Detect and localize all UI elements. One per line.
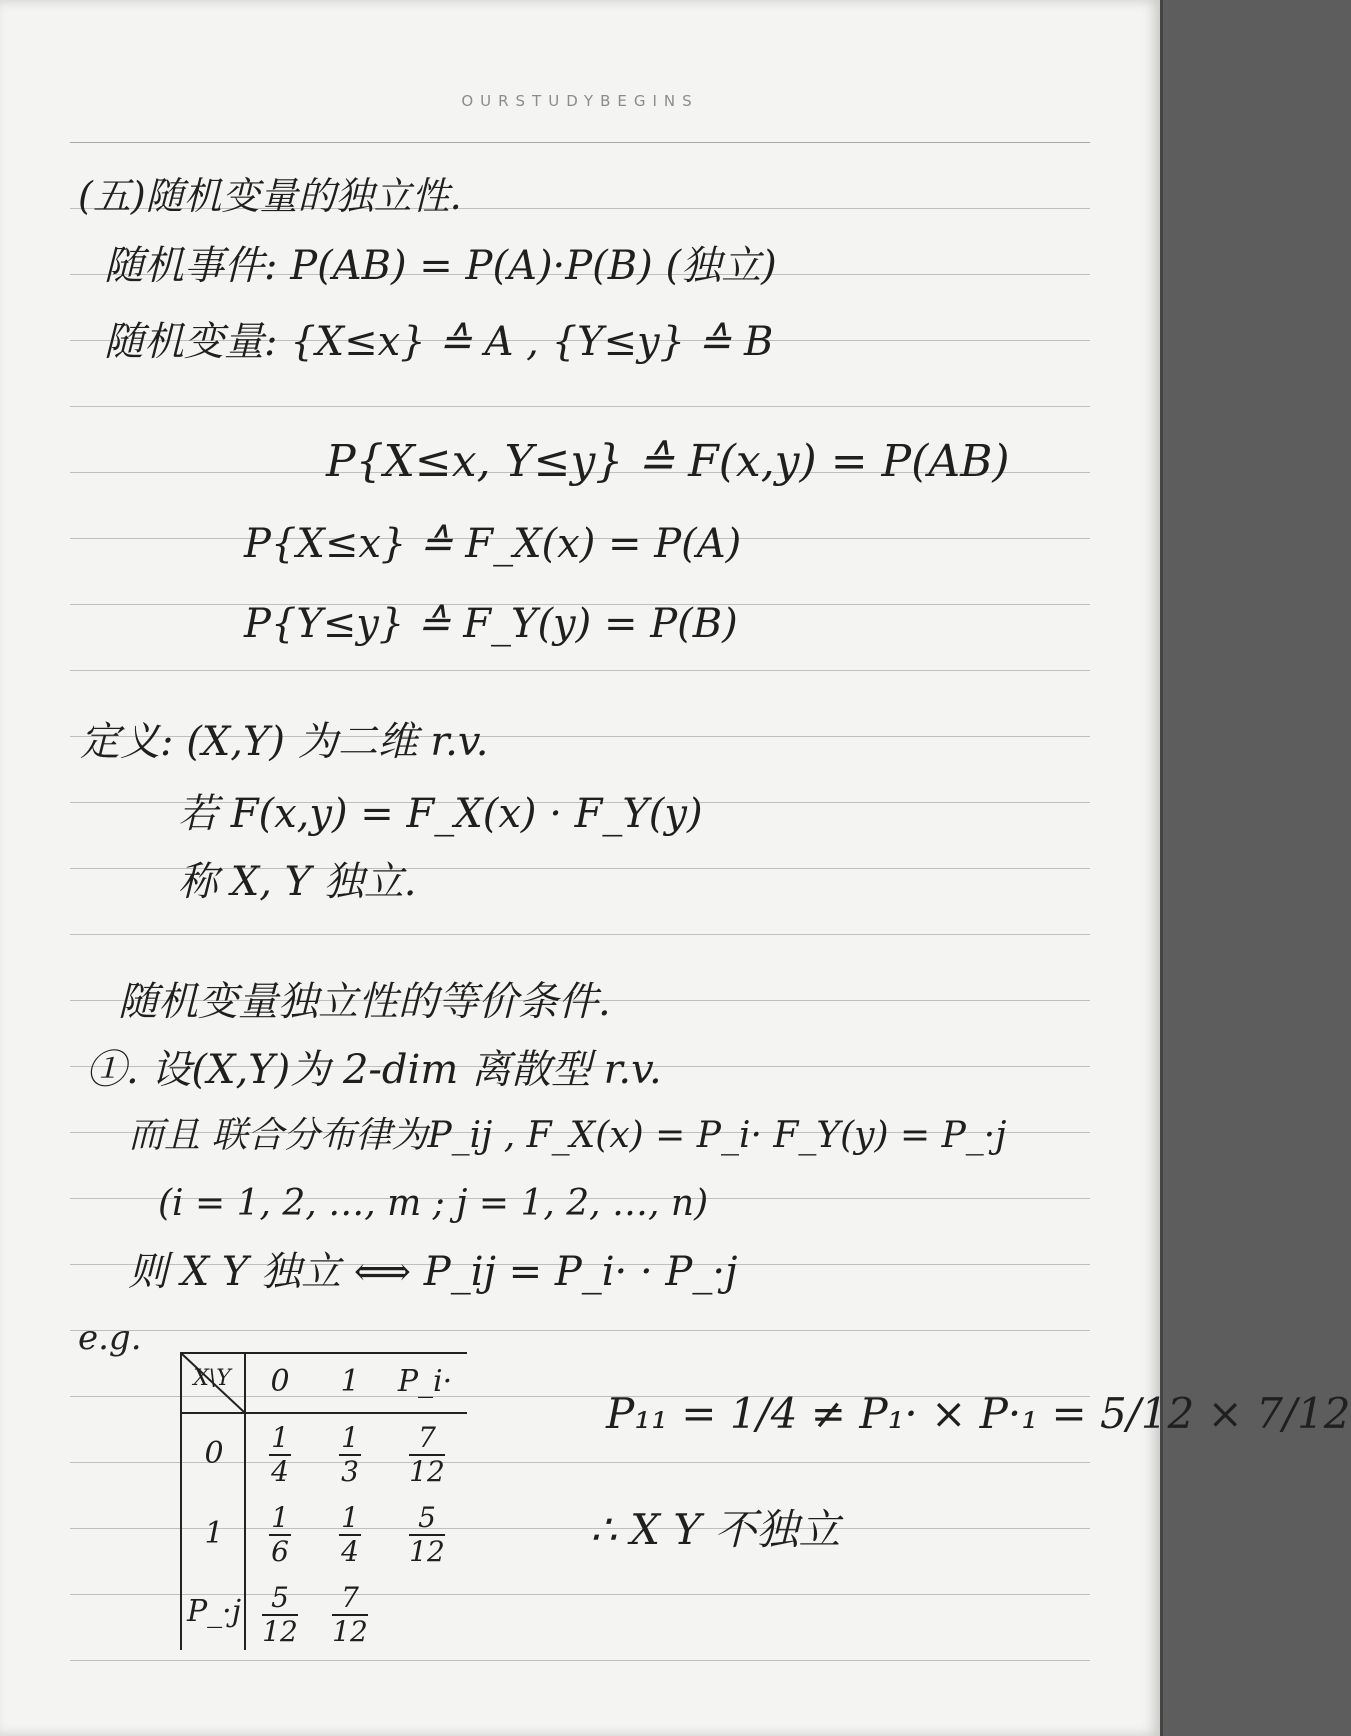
col-header: 1 bbox=[340, 1364, 360, 1399]
table-cell: $\frac{1}{4}$ bbox=[271, 1421, 289, 1488]
notebook-header: OURSTUDYBEGINS bbox=[461, 92, 699, 110]
condition-1-range: (i = 1, 2, …, m ; j = 1, 2, …, n) bbox=[158, 1183, 709, 1224]
example-conclusion: ∴ X Y 不独立 bbox=[590, 1505, 841, 1554]
table-cell: $\frac{1}{4}$ bbox=[341, 1501, 359, 1568]
definition-if-line: 若 F(x,y) = F_X(x) · F_Y(y) bbox=[178, 791, 703, 837]
condition-1-distribution: 而且 联合分布律为P_ij , F_X(x) = P_i· F_Y(y) = P_·j bbox=[128, 1115, 1007, 1156]
row-header: P_·j bbox=[186, 1594, 242, 1629]
table-cell: $\frac{5}{12}$ bbox=[262, 1581, 298, 1648]
example-label: e.g. bbox=[78, 1318, 142, 1358]
definition-then-line: 称 X, Y 独立. bbox=[178, 859, 417, 905]
example-check-line: P₁₁ = 1/4 ≠ P₁· × P·₁ = 5/12 × 7/12 bbox=[606, 1389, 1351, 1438]
table-row-divider bbox=[182, 1412, 467, 1414]
random-variable-line: 随机变量: {X≤x} ≙ A , {Y≤y} ≙ B bbox=[104, 319, 774, 365]
condition-1-line: ①. 设(X,Y)为 2-dim 离散型 r.v. bbox=[86, 1047, 662, 1093]
ruled-line bbox=[70, 142, 1090, 143]
table-corner: X\Y bbox=[193, 1366, 231, 1391]
ruled-line bbox=[70, 670, 1090, 671]
col-header: 0 bbox=[270, 1364, 290, 1399]
definition-line: 定义: (X,Y) 为二维 r.v. bbox=[80, 719, 489, 765]
col-header: P_i· bbox=[397, 1364, 453, 1399]
ruled-line bbox=[70, 1330, 1090, 1331]
table-cell: $\frac{5}{12}$ bbox=[409, 1501, 445, 1568]
joint-distribution-table bbox=[180, 1352, 467, 1650]
marginal-x-line: P{X≤x} ≙ F_X(x) = P(A) bbox=[244, 521, 742, 567]
random-event-line: 随机事件: P(AB) = P(A)·P(B) (独立) bbox=[104, 243, 777, 289]
ruled-line bbox=[70, 1660, 1090, 1661]
ruled-line bbox=[70, 406, 1090, 407]
marginal-y-line: P{Y≤y} ≙ F_Y(y) = P(B) bbox=[244, 601, 738, 647]
table-cell: $\frac{7}{12}$ bbox=[332, 1581, 368, 1648]
row-header: 0 bbox=[204, 1436, 224, 1471]
table-cell: $\frac{7}{12}$ bbox=[409, 1421, 445, 1488]
row-header: 1 bbox=[204, 1516, 224, 1551]
condition-1-result: 则 X Y 独立 ⟺ P_ij = P_i· · P_·j bbox=[128, 1249, 738, 1295]
table-cell: $\frac{1}{6}$ bbox=[271, 1501, 289, 1568]
ruled-line bbox=[70, 934, 1090, 935]
section-title: (五)随机变量的独立性. bbox=[78, 174, 462, 218]
joint-cdf-line: P{X≤x, Y≤y} ≙ F(x,y) = P(AB) bbox=[326, 436, 1010, 487]
condition-title: 随机变量独立性的等价条件. bbox=[118, 979, 611, 1025]
table-cell: $\frac{1}{3}$ bbox=[341, 1421, 359, 1488]
